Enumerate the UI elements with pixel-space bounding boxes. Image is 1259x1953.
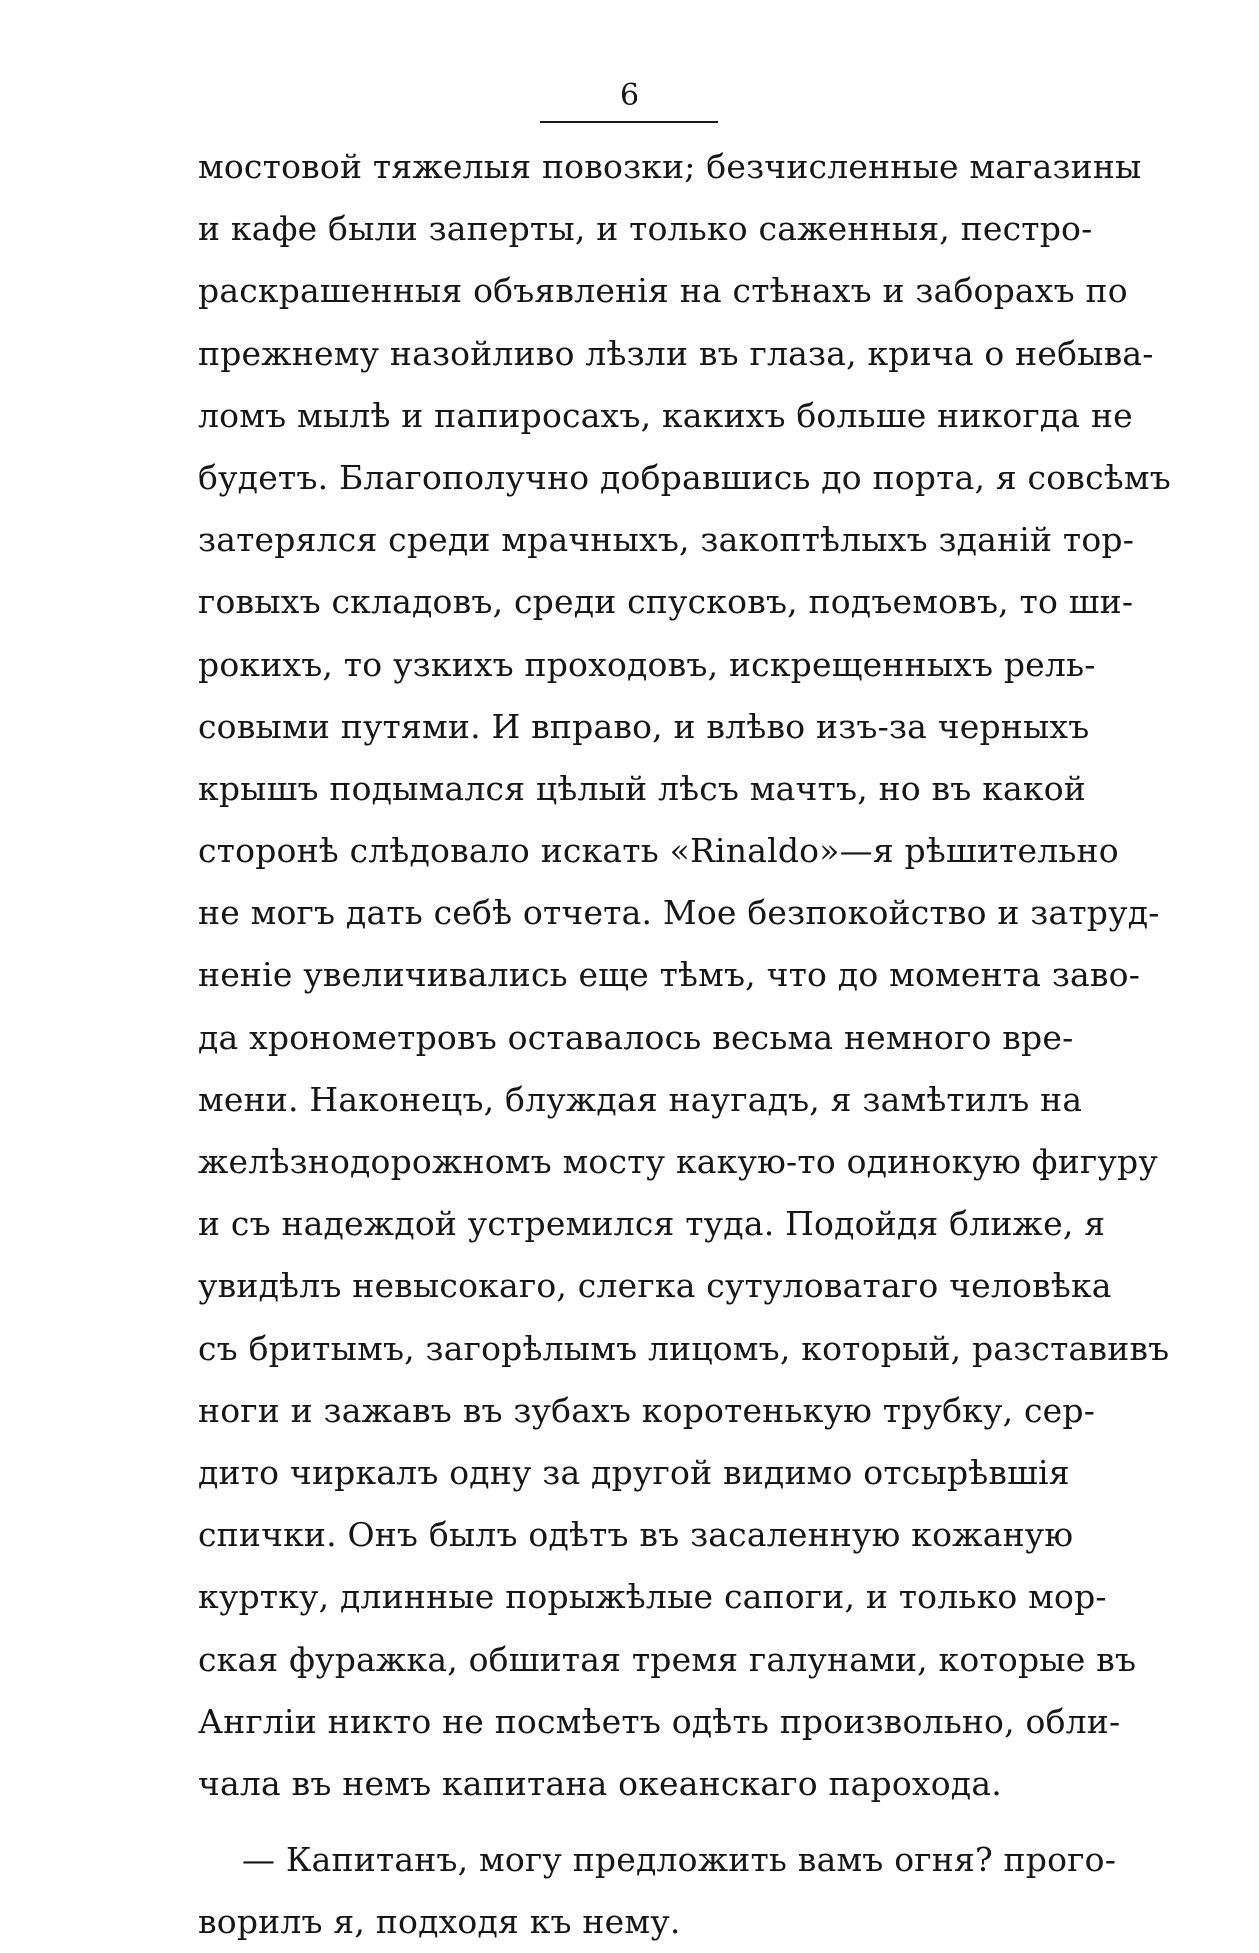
text-line: неніе увеличивались еще тѣмъ, что до момента заво- [198,955,1141,995]
text-line: будетъ. Благополучно добравшись до порта, я совсѣмъ [198,457,1171,497]
text-line: да хронометровъ оставалось весьма немного вре- [198,1017,1074,1057]
text-line: сторонѣ слѣдовало искать «Rinaldo»—я рѣшительно [198,831,1119,871]
page-number: 6 [619,78,640,113]
text-line: съ бритымъ, загорѣлымъ лицомъ, который, разставивъ [198,1328,1170,1368]
text-line: куртку, длинные порыжѣлые сапоги, и только мор- [198,1577,1107,1617]
text-line: раскрашенныя объявленія на стѣнахъ и заборахъ по [198,271,1128,311]
text-line: увидѣлъ невысокаго, слегка сутуловатаго человѣка [198,1266,1112,1306]
dialogue-line: — Капитанъ, могу предложить вамъ огня? прого- [242,1840,1117,1880]
text-line: рокихъ, то узкихъ проходовъ, искрещенныхъ рель- [198,644,1096,684]
text-line: желѣзнодорожномъ мосту какую-то одинокую фигуру [198,1142,1158,1181]
text-line: не могъ дать себѣ отчета. Мое безпокойство и затруд- [198,893,1160,933]
paragraph-end-line: ворилъ я, подходя къ нему. [198,1902,681,1942]
text-line: крышъ подымался цѣлый лѣсъ мачтъ, но въ какой [198,768,1086,808]
header-rule [540,121,718,123]
text-line: Англіи никто не посмѣетъ одѣть произвольно, обли- [198,1701,1121,1741]
text-line: прежнему назойливо лѣзли въ глаза, крича о небыва- [198,333,1154,373]
text-line: ская фуражка, обшитая тремя галунами, которые въ [198,1639,1137,1679]
text-line: затерялся среди мрачныхъ, закоптѣлыхъ зданій тор- [198,520,1135,560]
text-line: говыхъ складовъ, среди спусковъ, подъемовъ, то ши- [198,582,1134,622]
text-line: дито чиркалъ одну за другой видимо отсырѣвшія [198,1452,1070,1492]
body-text [198,136,1171,1953]
text-line: мостовой тяжелыя повозки; безчисленные магазины [198,147,1142,186]
text-line: ноги и зажавъ въ зубахъ коротенькую трубку, сер- [198,1390,1096,1430]
text-line: совыми путями. И вправо, и влѣво изъ-за черныхъ [198,706,1090,746]
text-line: спички. Онъ былъ одѣтъ въ засаленную кожаную [198,1515,1074,1555]
text-line: и съ надеждой устремился туда. Подойдя ближе, я [198,1204,1106,1244]
text-line: ломъ мылѣ и папиросахъ, какихъ больше никогда не [198,395,1133,435]
text-line: мени. Наконецъ, блуждая наугадъ, я замѣтилъ на [198,1079,1083,1119]
text-line: и кафе были заперты, и только саженныя, пестро- [198,209,1093,249]
paragraph-end-line: чала въ немъ капитана океанскаго парохода. [198,1763,1002,1803]
